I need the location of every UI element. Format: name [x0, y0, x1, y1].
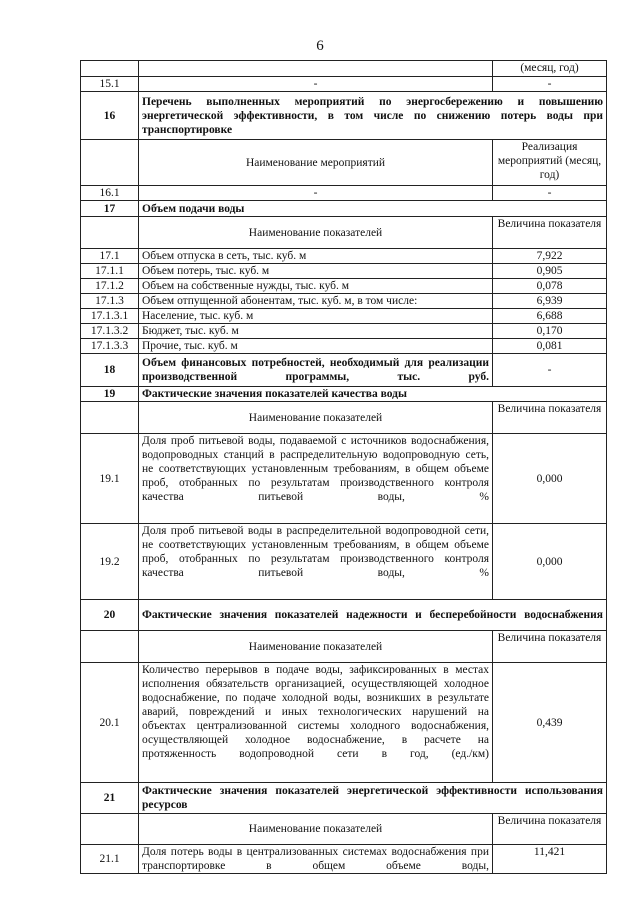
column-header-value: Величина показателя — [493, 631, 607, 663]
section-header-row — [81, 92, 607, 140]
column-header-name: Наименование показателей — [139, 402, 493, 434]
row-number: 17.1.1 — [81, 264, 139, 279]
row-number — [81, 814, 139, 845]
section-title: Фактические значения показателей энергетической эффективности использования ресурсов — [139, 783, 607, 814]
table-row — [81, 339, 607, 354]
section-title: Перечень выполненных мероприятий по энергосбережению и повышению энергетической эффективности, в том числе по снижению потерь воды при транспортировке — [139, 92, 607, 140]
row-value: 0,905 — [493, 264, 607, 279]
row-name: Объем на собственные нужды, тыс. куб. м — [139, 279, 493, 294]
row-name: Объем отпуска в сеть, тыс. куб. м — [139, 249, 493, 264]
column-header-value: Величина показателя — [493, 814, 607, 845]
table-row — [81, 77, 607, 92]
row-number: 19.1 — [81, 434, 139, 524]
row-name: Население, тыс. куб. м — [139, 309, 493, 324]
row-name: Объем потерь, тыс. куб. м — [139, 264, 493, 279]
page-number: 6 — [316, 38, 324, 54]
row-name: Количество перерывов в подаче воды, зафиксированных в местах исполнения обязательств организацией, осуществляющей холодное водоснабжение, по подаче холодной воды, возникших в результате аварий, повреждений и иных технологических нарушений на объектах централизованной системы холодного водоснабжения, осуществляющей холодное водоснабжение, в расчете на протяженность водопроводной сети в год, (ед./км) — [139, 663, 493, 783]
row-number — [81, 631, 139, 663]
row-value: 0,081 — [493, 339, 607, 354]
row-value: 11,421 — [493, 845, 607, 874]
table-row — [81, 845, 607, 874]
row-name: - — [139, 186, 493, 201]
column-header-name: Наименование мероприятий — [139, 140, 493, 186]
column-header-row — [81, 402, 607, 434]
table-row — [81, 524, 607, 600]
row-value: 6,939 — [493, 294, 607, 309]
section-title: Объем финансовых потребностей, необходимый для реализации производственной программы, тыс. руб. — [139, 354, 493, 387]
column-header-name: Наименование показателей — [139, 814, 493, 845]
column-header-row — [81, 631, 607, 663]
row-name — [139, 61, 493, 77]
row-number — [81, 217, 139, 249]
row-value: 6,688 — [493, 309, 607, 324]
row-number: 16.1 — [81, 186, 139, 201]
row-number: 19.2 — [81, 524, 139, 600]
table-row — [81, 264, 607, 279]
row-number: 17.1.3.2 — [81, 324, 139, 339]
section-header-row — [81, 201, 607, 217]
section-number: 18 — [81, 354, 139, 387]
section-number: 20 — [81, 600, 139, 631]
indicators-table — [80, 60, 607, 874]
row-value: - — [493, 186, 607, 201]
section-number: 19 — [81, 387, 139, 402]
row-number — [81, 61, 139, 77]
row-value: 7,922 — [493, 249, 607, 264]
row-value: 0,078 — [493, 279, 607, 294]
column-header-name: Наименование показателей — [139, 631, 493, 663]
row-value: 0,000 — [493, 434, 607, 524]
row-name: Доля проб питьевой воды, подаваемой с источников водоснабжения, водопроводных станций в распределительную водопроводную сеть, не соответствующих установленным требованиям, в общем объеме проб, отобранных по результатам производственного контроля качества питьевой воды, % — [139, 434, 493, 524]
column-header-value: Величина показателя — [493, 217, 607, 249]
row-value: - — [493, 77, 607, 92]
row-number: 17.1 — [81, 249, 139, 264]
row-number: 21.1 — [81, 845, 139, 874]
row-number: 20.1 — [81, 663, 139, 783]
section-title: Объем подачи воды — [139, 201, 607, 217]
row-name: Доля проб питьевой воды в распределительной водопроводной сети, не соответствующих установленным требованиям, в общем объеме проб, отобранных по результатам производственного контроля качества питьевой воды, % — [139, 524, 493, 600]
row-number — [81, 402, 139, 434]
table-row — [81, 61, 607, 77]
row-number — [81, 140, 139, 186]
section-number: 16 — [81, 92, 139, 140]
column-header-row — [81, 814, 607, 845]
section-number: 17 — [81, 201, 139, 217]
column-header-row — [81, 140, 607, 186]
row-name: Доля потерь воды в централизованных системах водоснабжения при транспортировке в общем объеме воды, — [139, 845, 493, 874]
row-name: - — [139, 77, 493, 92]
section-number: 21 — [81, 783, 139, 814]
section-header-row — [81, 387, 607, 402]
section-header-row — [81, 354, 607, 387]
table-row — [81, 249, 607, 264]
section-title: Фактические значения показателей качества воды — [139, 387, 607, 402]
column-header-value: Величина показателя — [493, 402, 607, 434]
row-number: 17.1.3 — [81, 294, 139, 309]
row-name: Прочие, тыс. куб. м — [139, 339, 493, 354]
column-header-value: Реализация мероприятий (месяц, год) — [493, 140, 607, 186]
row-number: 15.1 — [81, 77, 139, 92]
row-name: Объем отпущенной абонентам, тыс. куб. м, в том числе: — [139, 294, 493, 309]
row-value: (месяц, год) — [493, 61, 607, 77]
row-number: 17.1.3.3 — [81, 339, 139, 354]
table-row — [81, 294, 607, 309]
section-header-row — [81, 783, 607, 814]
row-name: Бюджет, тыс. куб. м — [139, 324, 493, 339]
table-row — [81, 279, 607, 294]
row-value: 0,000 — [493, 524, 607, 600]
row-value: - — [493, 354, 607, 387]
table-row — [81, 309, 607, 324]
column-header-row — [81, 217, 607, 249]
table-row — [81, 186, 607, 201]
section-title: Фактические значения показателей надежности и бесперебойности водоснабжения — [139, 600, 607, 631]
row-number: 17.1.3.1 — [81, 309, 139, 324]
column-header-name: Наименование показателей — [139, 217, 493, 249]
table-row — [81, 434, 607, 524]
section-header-row — [81, 600, 607, 631]
table-row — [81, 324, 607, 339]
row-value: 0,170 — [493, 324, 607, 339]
table-row — [81, 663, 607, 783]
row-number: 17.1.2 — [81, 279, 139, 294]
row-value: 0,439 — [493, 663, 607, 783]
